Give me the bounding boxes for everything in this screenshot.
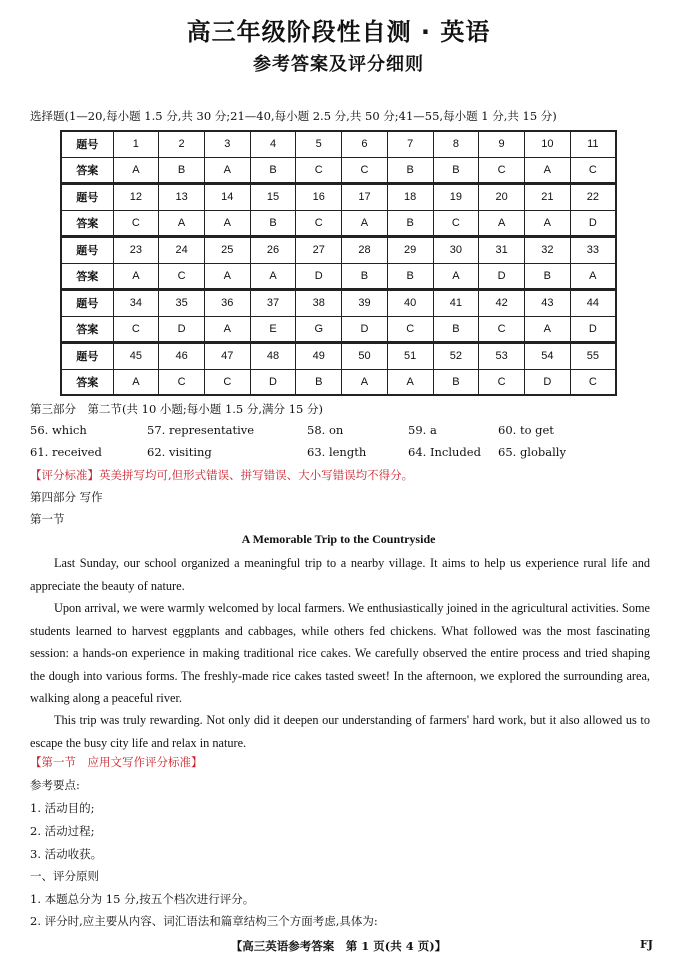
- question-number-cell: 49: [296, 343, 342, 370]
- answer-cell: A: [479, 210, 525, 237]
- answer-cell: C: [570, 369, 616, 395]
- question-number-row: [61, 131, 616, 157]
- answer-cell: A: [342, 210, 388, 237]
- answer-cell: C: [296, 210, 342, 237]
- question-number-row: [61, 290, 616, 317]
- question-number-cell: 40: [387, 290, 433, 317]
- row-label-answer: 答案: [61, 157, 113, 184]
- fill-answer: 64. Included: [408, 445, 481, 459]
- question-number-cell: 29: [387, 237, 433, 264]
- page-footer: 【高三英语参考答案 第 1 页(共 4 页)】: [230, 939, 447, 953]
- answer-cell: A: [524, 316, 570, 343]
- question-number-cell: 7: [387, 131, 433, 157]
- answer-cell: B: [296, 369, 342, 395]
- question-number-cell: 23: [113, 237, 159, 264]
- answer-cell: B: [433, 157, 479, 184]
- answer-cell: C: [479, 157, 525, 184]
- question-number-cell: 31: [479, 237, 525, 264]
- fill-answer: 59. a: [408, 423, 437, 437]
- points-heading: 参考要点:: [30, 778, 80, 792]
- answer-cell: A: [159, 210, 205, 237]
- answer-cell: A: [387, 369, 433, 395]
- selection-intro: 选择题(1—20,每小题 1.5 分,共 30 分;21—40,每小题 2.5 分,共 50 分;41—55,每小题 1 分,共 15 分): [30, 109, 557, 123]
- answer-cell: A: [204, 210, 250, 237]
- question-number-cell: 35: [159, 290, 205, 317]
- question-number-cell: 38: [296, 290, 342, 317]
- question-number-cell: 11: [570, 131, 616, 157]
- row-label-number: 题号: [61, 343, 113, 370]
- question-number-cell: 1: [113, 131, 159, 157]
- essay-title: A Memorable Trip to the Countryside: [241, 532, 436, 546]
- row-label-number: 题号: [61, 290, 113, 317]
- part4-heading: 第四部分 写作: [30, 490, 103, 504]
- question-number-cell: 3: [204, 131, 250, 157]
- row-label-answer: 答案: [61, 369, 113, 395]
- question-number-cell: 26: [250, 237, 296, 264]
- answer-cell: A: [113, 369, 159, 395]
- answer-cell: C: [113, 210, 159, 237]
- question-number-cell: 22: [570, 184, 616, 211]
- question-number-cell: 42: [479, 290, 525, 317]
- answer-cell: C: [296, 157, 342, 184]
- question-number-cell: 55: [570, 343, 616, 370]
- point-item: 1. 活动目的;: [30, 801, 95, 815]
- question-number-cell: 54: [524, 343, 570, 370]
- question-number-cell: 34: [113, 290, 159, 317]
- question-number-cell: 10: [524, 131, 570, 157]
- principles-heading: 一、评分原则: [30, 869, 99, 883]
- answer-cell: C: [342, 157, 388, 184]
- answer-cell: A: [204, 157, 250, 184]
- answer-cell: C: [433, 210, 479, 237]
- footer-code: FJ: [640, 938, 654, 951]
- question-number-cell: 33: [570, 237, 616, 264]
- answer-row: [61, 210, 616, 237]
- answer-cell: D: [342, 316, 388, 343]
- question-number-cell: 37: [250, 290, 296, 317]
- part3-scoring-standard: [30, 467, 413, 483]
- question-number-cell: 25: [204, 237, 250, 264]
- answer-row: [61, 157, 616, 184]
- answer-row: [61, 316, 616, 343]
- answer-cell: A: [204, 263, 250, 290]
- part3-heading: 第三部分 第二节(共 10 小题;每小题 1.5 分,满分 15 分): [30, 402, 323, 416]
- question-number-cell: 45: [113, 343, 159, 370]
- fill-answer: 56. which: [30, 423, 87, 437]
- answer-cell: A: [113, 263, 159, 290]
- row-label-answer: 答案: [61, 210, 113, 237]
- question-number-cell: 39: [342, 290, 388, 317]
- answer-cell: D: [479, 263, 525, 290]
- question-number-cell: 20: [479, 184, 525, 211]
- question-number-cell: 15: [250, 184, 296, 211]
- question-number-row: [61, 343, 616, 370]
- question-number-cell: 21: [524, 184, 570, 211]
- essay-paragraph: Upon arrival, we were warmly welcomed by local farmers. We enthusiastically joined in the agricultural activities. Some students learned to harvest eggplants and cabbages, while others fed chickens. What followed was the most fascinating session: a hands-on experience in making traditional rice cakes. We carefully observed the entire process and tried shaping the dough into various forms. The freshly-made rice cakes tasted sweet! In the afternoon, we explored the surrounding area, walking along a peaceful river.: [30, 601, 650, 705]
- answer-cell: B: [387, 157, 433, 184]
- question-number-cell: 5: [296, 131, 342, 157]
- answer-cell: D: [570, 316, 616, 343]
- question-number-cell: 18: [387, 184, 433, 211]
- answer-cell: D: [159, 316, 205, 343]
- question-number-cell: 28: [342, 237, 388, 264]
- point-item: 3. 活动收获。: [30, 847, 103, 861]
- question-number-cell: 13: [159, 184, 205, 211]
- fill-answer: 57. representative: [147, 423, 255, 437]
- question-number-cell: 9: [479, 131, 525, 157]
- question-number-cell: 51: [387, 343, 433, 370]
- answer-cell: C: [479, 316, 525, 343]
- answer-cell: D: [296, 263, 342, 290]
- answer-cell: E: [250, 316, 296, 343]
- question-number-cell: 43: [524, 290, 570, 317]
- answer-cell: B: [524, 263, 570, 290]
- answer-cell: A: [433, 263, 479, 290]
- fill-answer: 58. on: [307, 423, 344, 437]
- answer-cell: C: [159, 369, 205, 395]
- question-number-cell: 16: [296, 184, 342, 211]
- question-number-cell: 52: [433, 343, 479, 370]
- principle-item: 1. 本题总分为 15 分,按五个档次进行评分。: [30, 892, 255, 906]
- question-number-cell: 14: [204, 184, 250, 211]
- question-number-row: [61, 184, 616, 211]
- fill-answer: 62. visiting: [147, 445, 212, 459]
- part4-section1: 第一节: [30, 512, 65, 526]
- question-number-cell: 27: [296, 237, 342, 264]
- row-label-number: 题号: [61, 131, 113, 157]
- answer-cell: A: [113, 157, 159, 184]
- row-label-answer: 答案: [61, 316, 113, 343]
- question-number-cell: 12: [113, 184, 159, 211]
- page-subtitle: 参考答案及评分细则: [253, 54, 424, 75]
- row-label-answer: 答案: [61, 263, 113, 290]
- answer-cell: B: [159, 157, 205, 184]
- answer-key-table: [60, 130, 617, 396]
- question-number-cell: 32: [524, 237, 570, 264]
- question-number-cell: 47: [204, 343, 250, 370]
- question-number-cell: 19: [433, 184, 479, 211]
- answer-cell: B: [250, 157, 296, 184]
- page-title: 高三年级阶段性自测 · 英语: [186, 18, 491, 46]
- answer-row: [61, 369, 616, 395]
- answer-cell: A: [524, 210, 570, 237]
- answer-cell: D: [570, 210, 616, 237]
- point-item: 2. 活动过程;: [30, 824, 95, 838]
- answer-cell: C: [159, 263, 205, 290]
- question-number-cell: 17: [342, 184, 388, 211]
- answer-cell: A: [250, 263, 296, 290]
- answer-cell: A: [342, 369, 388, 395]
- question-number-cell: 6: [342, 131, 388, 157]
- answer-cell: D: [250, 369, 296, 395]
- answer-cell: C: [204, 369, 250, 395]
- question-number-row: [61, 237, 616, 264]
- answer-cell: B: [433, 369, 479, 395]
- answer-cell: C: [387, 316, 433, 343]
- writing-standard-heading: 【第一节 应用文写作评分标准】: [30, 755, 203, 769]
- essay-paragraph: This trip was truly rewarding. Not only did it deepen our understanding of farmers' hard work, but it also allowed us to escape the busy city life and relax in nature.: [30, 713, 650, 750]
- question-number-cell: 24: [159, 237, 205, 264]
- answer-cell: D: [524, 369, 570, 395]
- question-number-cell: 46: [159, 343, 205, 370]
- fill-answer: 63. length: [307, 445, 367, 459]
- question-number-cell: 50: [342, 343, 388, 370]
- answer-cell: C: [113, 316, 159, 343]
- question-number-cell: 2: [159, 131, 205, 157]
- row-label-number: 题号: [61, 184, 113, 211]
- answer-cell: C: [570, 157, 616, 184]
- principle-item: 2. 评分时,应主要从内容、词汇语法和篇章结构三个方面考虑,具体为:: [30, 914, 378, 928]
- answer-cell: A: [570, 263, 616, 290]
- question-number-cell: 53: [479, 343, 525, 370]
- answer-cell: A: [524, 157, 570, 184]
- standard-text: 英美拼写均可,但形式错误、拼写错误、大小写错误均不得分。: [99, 468, 414, 482]
- answer-cell: B: [342, 263, 388, 290]
- row-label-number: 题号: [61, 237, 113, 264]
- question-number-cell: 41: [433, 290, 479, 317]
- question-number-cell: 30: [433, 237, 479, 264]
- question-number-cell: 36: [204, 290, 250, 317]
- answer-cell: G: [296, 316, 342, 343]
- essay-paragraph: Last Sunday, our school organized a meaningful trip to a nearby village. It aims to help us experience rural life and appreciate the beauty of nature.: [30, 556, 650, 593]
- answer-cell: B: [387, 210, 433, 237]
- answer-cell: A: [204, 316, 250, 343]
- question-number-cell: 4: [250, 131, 296, 157]
- question-number-cell: 48: [250, 343, 296, 370]
- answer-cell: B: [387, 263, 433, 290]
- question-number-cell: 8: [433, 131, 479, 157]
- answer-row: [61, 263, 616, 290]
- question-number-cell: 44: [570, 290, 616, 317]
- answer-cell: C: [479, 369, 525, 395]
- fill-answer: 60. to get: [498, 423, 554, 437]
- answer-cell: B: [250, 210, 296, 237]
- standard-tag: 【评分标准】: [30, 468, 99, 482]
- fill-answer: 65. globally: [498, 445, 566, 459]
- fill-answer: 61. received: [30, 445, 102, 459]
- answer-cell: B: [433, 316, 479, 343]
